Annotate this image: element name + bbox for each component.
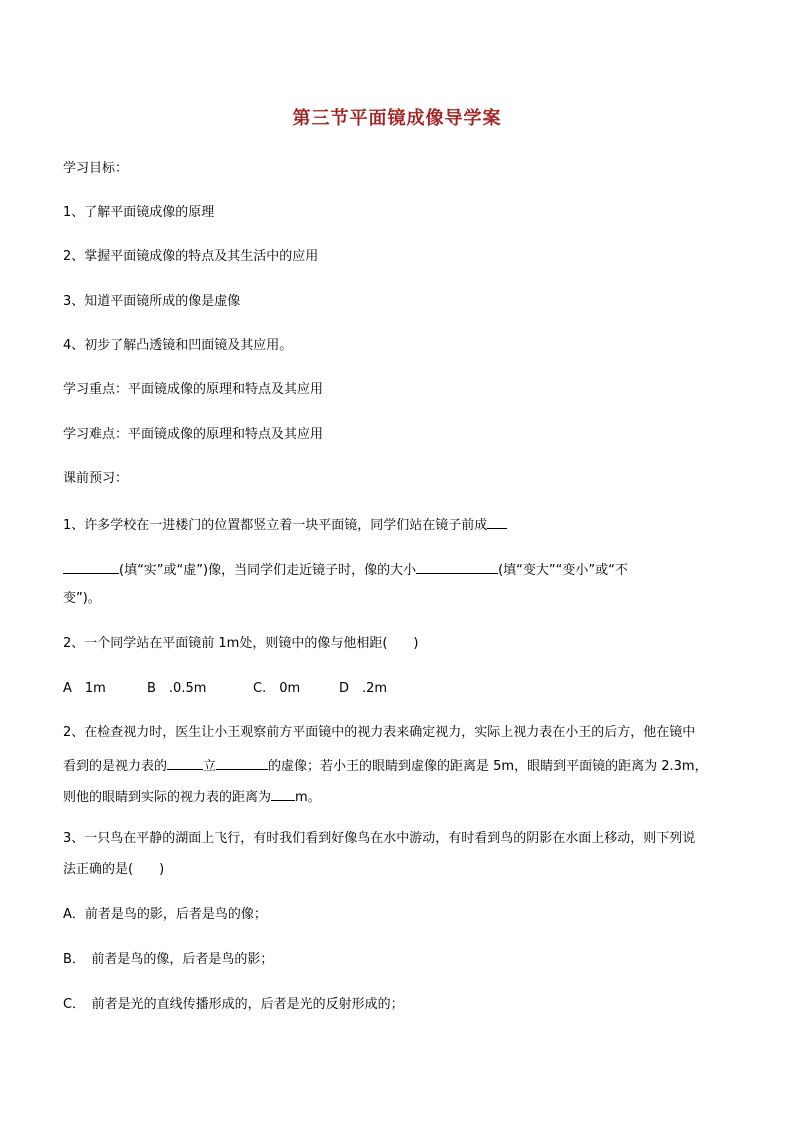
goal-item: 1、了解平面镜成像的原理 bbox=[63, 205, 215, 220]
option-c: C. 0m bbox=[253, 681, 301, 696]
question-3-continued bbox=[63, 786, 735, 807]
page-title: 第三节平面镜成像导学案 bbox=[292, 108, 502, 129]
question-text: 变”)。 bbox=[63, 591, 101, 606]
difficulty: 学习难点：平面镜成像的原理和特点及其应用 bbox=[63, 427, 324, 442]
question-text: m。 bbox=[295, 790, 321, 805]
preview-heading: 课前预习： bbox=[63, 471, 129, 486]
option-c: C． 前者是光的直线传播形成的，后者是光的反射形成的； bbox=[63, 997, 404, 1012]
option-b: B .0.5m bbox=[147, 681, 207, 696]
question-1-continued bbox=[63, 559, 735, 580]
answer-blank[interactable] bbox=[167, 755, 203, 770]
option-b: B． 前者是鸟的像，后者是鸟的影； bbox=[63, 952, 274, 967]
question-3: 2、在检查视力时，医生让小王观察前方平面镜中的视力表来确定视力，实际上视力表在小王的后方，他在镜中 bbox=[63, 725, 696, 740]
question-1 bbox=[63, 514, 735, 535]
question-3-continued bbox=[63, 755, 735, 776]
goals-heading: 学习目标： bbox=[63, 161, 129, 176]
question-text: 看到的是视力表的 bbox=[63, 759, 168, 774]
option-d: D .2m bbox=[339, 681, 388, 696]
question-2-options bbox=[63, 680, 735, 698]
answer-blank[interactable] bbox=[416, 559, 498, 574]
answer-blank[interactable] bbox=[487, 514, 507, 529]
answer-blank[interactable] bbox=[63, 559, 119, 574]
answer-blank[interactable] bbox=[271, 786, 295, 801]
goal-item: 4、初步了解凸透镜和凹面镜及其应用。 bbox=[63, 338, 293, 353]
question-text: 立 bbox=[203, 759, 217, 774]
question-4: 3、一只鸟在平静的湖面上飞行，有时我们看到好像鸟在水中游动，有时看到鸟的阴影在水面上移动，则下列说 bbox=[63, 831, 696, 846]
question-text: 的虚像；若小王的眼睛到虚像的距离是 5m，眼睛到平面镜的距离为 2.3m， bbox=[268, 759, 708, 774]
question-2: 2、一个同学站在平面镜前 1m处，则镜中的像与他相距( ) bbox=[63, 636, 419, 651]
goal-item: 2、掌握平面镜成像的特点及其生活中的应用 bbox=[63, 249, 319, 264]
option-a: A 1m bbox=[63, 681, 106, 696]
question-text: (填“实”或“虚”)像，当同学们走近镜子时，像的大小 bbox=[119, 563, 417, 578]
question-text: (填“变大”“变小”或“不 bbox=[498, 563, 628, 578]
option-a: A．前者是鸟的影，后者是鸟的像； bbox=[63, 907, 267, 922]
answer-blank[interactable] bbox=[216, 755, 268, 770]
goal-item: 3、知道平面镜所成的像是虚像 bbox=[63, 294, 241, 309]
key-point: 学习重点：平面镜成像的原理和特点及其应用 bbox=[63, 382, 324, 397]
question-text: 1、许多学校在一进楼门的位置都竖立着一块平面镜，同学们站在镜子前成 bbox=[63, 518, 488, 533]
question-text: 则他的眼睛到实际的视力表的距离为 bbox=[63, 790, 272, 805]
question-text: 法正确的是( ) bbox=[63, 862, 165, 877]
